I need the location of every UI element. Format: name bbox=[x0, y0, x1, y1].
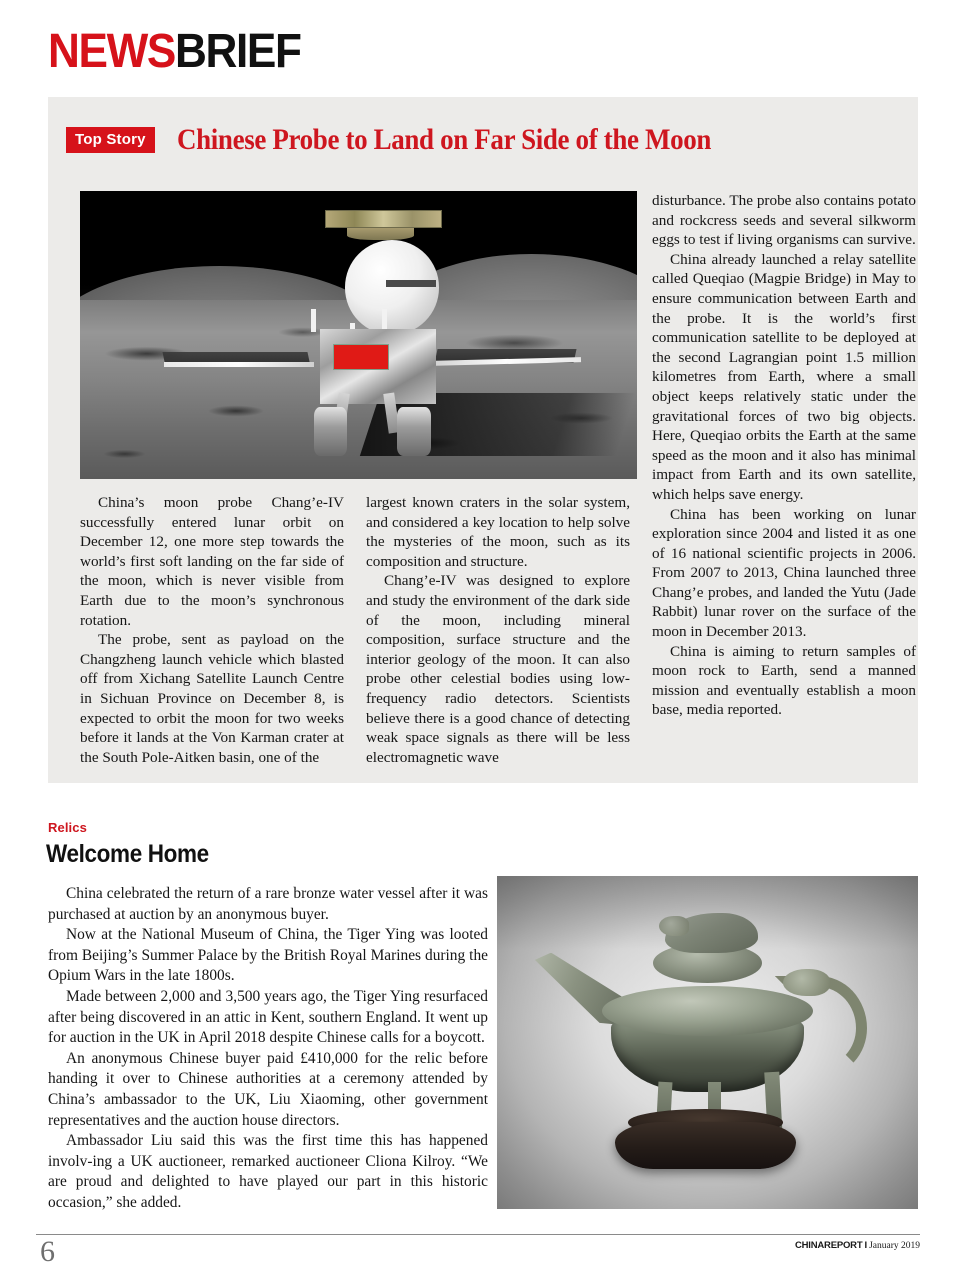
top-story-column-3 bbox=[652, 191, 916, 720]
masthead bbox=[48, 25, 301, 78]
footer-brand-line bbox=[795, 1240, 920, 1251]
vessel-lid bbox=[602, 986, 813, 1036]
relics-body bbox=[48, 884, 488, 1214]
vessel-bowl bbox=[611, 1009, 805, 1092]
footer-separator: I bbox=[864, 1240, 868, 1251]
top-story-badge: Top Story bbox=[66, 127, 155, 153]
paragraph: China’s moon probe Chang’e-IV successfully entered lunar orbit on December 12, one more step towards the world’s first soft landing on the far side of the moon, which is never visible from Earth due to the moon’s synchronous rotation. bbox=[80, 494, 344, 629]
relics-kicker: Relics bbox=[48, 820, 87, 835]
wooden-stand bbox=[615, 1122, 796, 1169]
vessel-leg-middle bbox=[708, 1082, 721, 1135]
paragraph: An anonymous Chinese buyer paid £410,000 for the relic before handing it over to Chinese authorities at a ceremony attended by China’s ambassador to the UK, Liu Xiaoming, other government representatives and the auction house directors. bbox=[48, 1049, 488, 1129]
paragraph: The probe, sent as payload on the Changzheng launch vehicle which blasted off from Xichang Satellite Launch Centre in Sichuan Province on December 8, is expected to orbit the moon for two weeks before it lands at the Von Karman crater at the South Pole-Aitken basin, one of the bbox=[80, 631, 344, 766]
top-story-column-2 bbox=[366, 493, 630, 767]
top-story-panel bbox=[48, 97, 918, 783]
tiger-finial bbox=[665, 913, 758, 953]
vessel-lid-knob bbox=[653, 943, 762, 983]
top-story-headline: Chinese Probe to Land on Far Side of the Moon bbox=[176, 123, 711, 156]
top-story-body bbox=[80, 97, 916, 783]
tiger-head bbox=[659, 916, 688, 936]
page-number: 6 bbox=[40, 1235, 55, 1268]
top-story-column-1 bbox=[80, 493, 344, 767]
paragraph: China celebrated the return of a rare bronze water vessel after it was purchased at auction by an anonymous buyer. bbox=[48, 885, 488, 923]
paragraph: largest known craters in the solar system, and considered a key location to help solve the mysteries of the moon, such as its composition and structure. bbox=[366, 494, 630, 570]
vessel-handle bbox=[775, 976, 868, 1076]
vessel-leg-right bbox=[765, 1072, 784, 1139]
footer-brand: CHINAREPORT bbox=[794, 1240, 863, 1251]
paragraph: Chang’e-IV was designed to explore and study the environment of the dark side of the moon, including mineral composition, surface structure and the interior geology of the moon. It can also probe other celestial bodies using low-frequency radio detectors. Scientists believe there is a good chance of detecting weak space signals as there will be less electromagnetic wave bbox=[366, 572, 630, 766]
paragraph: Now at the National Museum of China, the Tiger Ying was looted from Beijing’s Summer Palace by the British Royal Marines during the Opium Wars in the late 1800s. bbox=[48, 926, 488, 985]
footer-divider bbox=[36, 1234, 920, 1235]
footer-date: January 2019 bbox=[869, 1241, 920, 1251]
vessel-leg-left bbox=[655, 1082, 672, 1139]
paragraph: China is aiming to return samples of moon rock to Earth, send a manned mission and eventually establish a moon base, media reported. bbox=[652, 642, 916, 719]
paragraph: China already launched a relay satellite called Queqiao (Magpie Bridge) in May to ensure communication between Earth and the probe. It is the world’s first communication satellite to be deployed at the second Lagrangian point 1.5 million kilometres from Earth, where a small object keeps relatively static under the gravitational forces of two big objects. Here, Queqiao orbits the Earth at the same speed as the moon and it also has minimal impact from Earth and its own satellite, which helps save energy. bbox=[652, 250, 916, 503]
tiger-ying-image bbox=[497, 876, 918, 1209]
masthead-brief-text: BRIEF bbox=[174, 25, 301, 78]
vessel-handle-knob bbox=[783, 969, 829, 996]
paragraph: Made between 2,000 and 3,500 years ago, the Tiger Ying resurfaced after being discovered in an attic in Kent, southern England. It went up for auction in the UK in April 2018 despite Chinese calls for a boycott. bbox=[48, 987, 488, 1047]
relics-headline: Welcome Home bbox=[46, 840, 209, 868]
paragraph: China has been working on lunar exploration since 2004 and listed it as one of 16 national scientific projects in 2006. From 2007 to 2013, China launched three Chang’e probes, and landed the Yutu (Jade Rabbit) lunar rover on the surface of the moon in December 2013. bbox=[652, 505, 916, 641]
masthead-news-text: NEWS bbox=[48, 25, 175, 78]
paragraph: disturbance. The probe also contains potato and rockcress seeds and several silkworm eggs to test if living organisms can survive. bbox=[652, 192, 916, 249]
wooden-stand-top bbox=[628, 1109, 784, 1136]
paragraph: Ambassador Liu said this was the first time this has happened involv-ing a UK auctioneer, remarked auctioneer Cliona Kilroy. “We are proud and delighted to have played our part in this historic occasion,” she added. bbox=[48, 1132, 488, 1211]
vessel-spout bbox=[535, 953, 636, 1026]
